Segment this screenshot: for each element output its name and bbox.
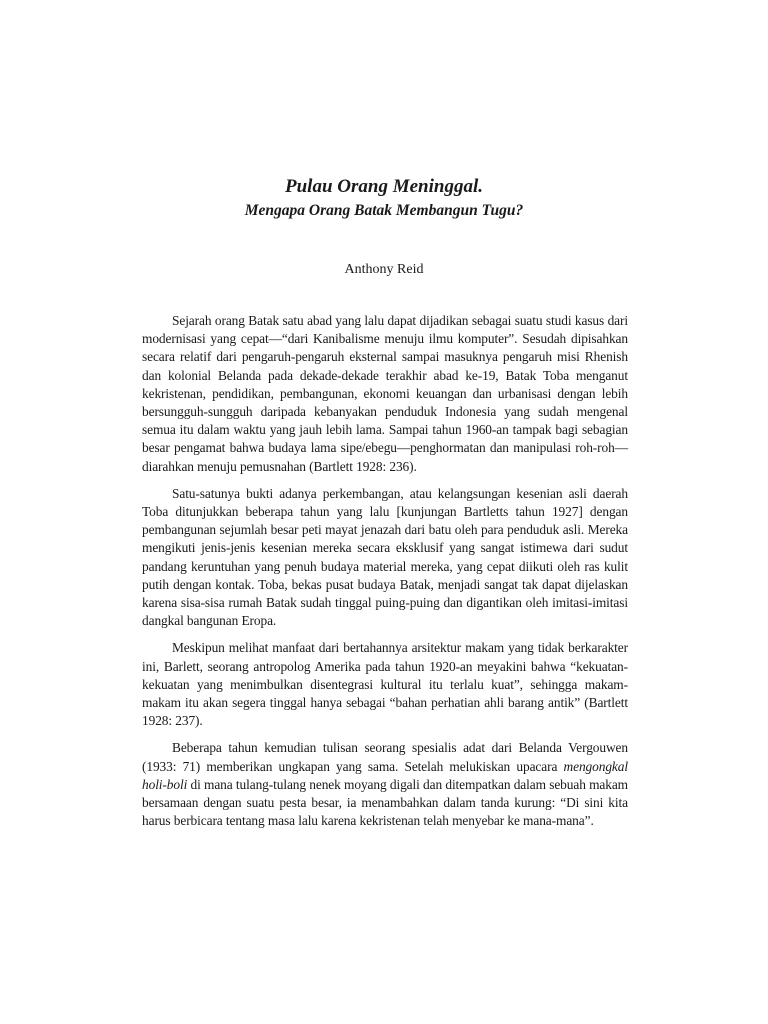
paragraph-3: Meskipun melihat manfaat dari bertahannya arsitektur makam yang tidak berkarakter ini, Barlett, seorang antropolog Amerika pada tahun 1920-an meyakini bahwa “kekuatan-kekuatan yang menimbulkan disentegrasi kultural itu terlalu kuat”, sehingga makam-makam itu akan segera tinggal hanya sebagai “bahan perhatian ahli barang antik” (Bartlett 1928: 237). xyxy=(142,640,628,729)
paragraph-4-text-before: Beberapa tahun kemudian tulisan seorang spesialis adat dari Belanda Vergouwen (1933: 71) memberikan ungkapan yang sama. Setelah melukiskan upacara xyxy=(142,740,628,774)
paragraph-4 xyxy=(142,739,628,830)
page-title: Pulau Orang Meninggal. xyxy=(285,176,483,197)
page-subtitle: Mengapa Orang Batak Membangun Tugu? xyxy=(244,202,524,219)
article-body xyxy=(142,312,628,839)
author-name: Anthony Reid xyxy=(344,262,424,277)
paragraph-4-text-after: di mana tulang-tulang nenek moyang digali dan ditempatkan dalam sebuah makam bersamaan dengan suatu pesta besar, ia menambahkan dalam tanda kurung: “Di sini kita harus berbicara tentang masa lalu karena kekristenan telah menyebar ke mana-mana”. xyxy=(142,776,628,829)
paragraph-1: Sejarah orang Batak satu abad yang lalu dapat dijadikan sebagai suatu studi kasus dari modernisasi yang cepat—“dari Kanibalisme menuju ilmu komputer”. Sesudah dipisahkan secara relatif dari pengaruh-pengaruh eksternal sampai masuknya pengaruh misi Rhenish dan kolonial Belanda pada dekade-dekade terakhir abad ke-19, Batak Toba menganut kekristenan, pendidikan, pembangunan, ekonomi keuangan dan urbanisasi dengan lebih bersungguh-sungguh daripada kebanyakan penduduk Indonesia yang sudah mengenal semua itu dalam waktu yang jauh lebih lama. Sampai tahun 1960-an tampak bagi sebagian besar pengamat bahwa budaya lama sipe/ebegu—penghormatan dan manipulasi roh-roh—diarahkan menuju pemusnahan (Bartlett 1928: 236). xyxy=(142,313,628,474)
paragraph-2: Satu-satunya bukti adanya perkembangan, atau kelangsungan kesenian asli daerah Toba ditunjukkan beberapa tahun yang lalu [kunjungan Bartletts tahun 1927] dengan pembangunan sejumlah besar peti mayat jenazah dari batu oleh para penduduk asli. Mereka mengikuti jenis-jenis kesenian mereka secara eksklusif yang sangat istimewa dari sudut pandang keruntuhan yang penuh budaya material mereka, yang cepat diikuti oleh ras kulit putih dengan kontak. Toba, bekas pusat budaya Batak, menjadi sangat tak dapat dijelaskan karena sisa-sisa rumah Batak sudah tinggal puing-puing dan digantikan oleh imitasi-imitasi dangkal bangunan Eropa. xyxy=(142,485,628,629)
paragraph-4-emphasis: mengongkal holi-boli xyxy=(142,758,628,792)
